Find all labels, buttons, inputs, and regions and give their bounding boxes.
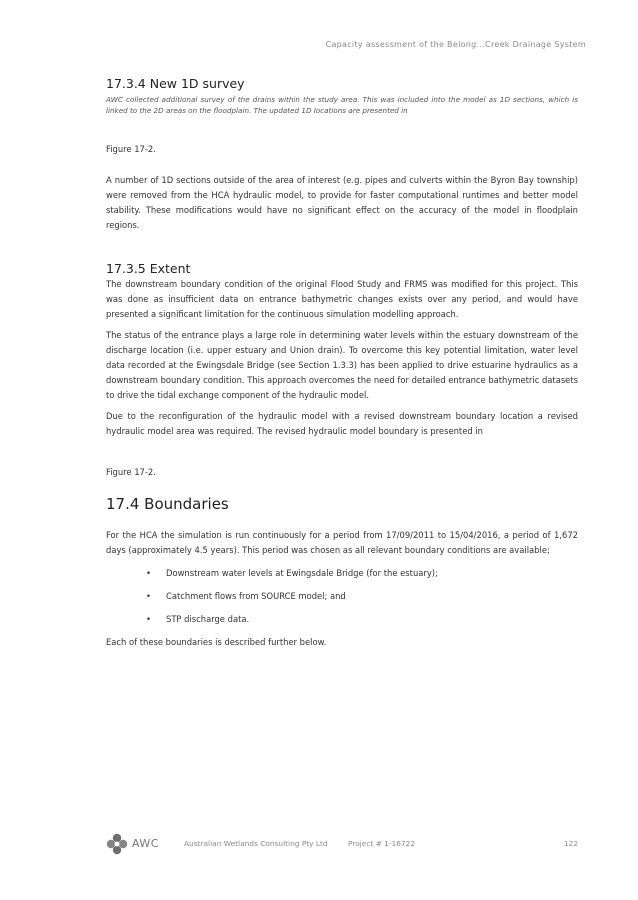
list-item: • Downstream water levels at Ewingsdale Bridge (for the estuary);: [146, 566, 578, 581]
paragraph-closing: Each of these boundaries is described further below.: [106, 637, 327, 647]
page-content: [106, 76, 578, 650]
section-caption: AWC collected additional survey of the drains within the study area. This was included into the model as 1D sections, which is linked to the 2D areas on the floodplain. The updated 1D locations are presented in: [106, 95, 578, 115]
bullet-icon: •: [146, 614, 151, 624]
page-number: 122: [563, 839, 578, 848]
section-heading-17-3-5: 17.3.5 Extent: [106, 261, 191, 276]
paragraph-entrance-status: The status of the entrance plays a large role in determining water levels within the estuary downstream of the discharge location (i.e. upper estuary and Union drain). To overcome this key potential limitation, water level data recorded at the Ewingsdale Bridge (see Section 1.3.3) has been applied to drive estuarine hydraulics as a downstream boundary condition. This approach overcomes the need for detailed entrance bathymetric datasets to drive the tidal exchange component of the hydraulic model.: [106, 330, 578, 400]
awc-logo-icon: [106, 833, 128, 855]
page-footer: [106, 833, 578, 855]
paragraph-boundary-modified: The downstream boundary condition of the original Flood Study and FRMS was modified for this project. This was done as insufficient data on entrance bathymetric changes exists over any period, and would have presented a significant limitation for the continuous simulation modelling approach.: [106, 279, 578, 319]
section-heading-17-4: 17.4 Boundaries: [106, 495, 229, 513]
footer-project-number: Project # 1-16722: [348, 839, 416, 848]
figure-reference: Figure 17-2.: [106, 467, 156, 477]
section-heading-17-3-4: 17.3.4 New 1D survey: [106, 76, 245, 91]
footer-company: Australian Wetlands Consulting Pty Ltd: [184, 839, 328, 848]
logo-text: AWC: [132, 837, 159, 850]
boundary-list: [106, 566, 578, 627]
paragraph-simulation-period: For the HCA the simulation is run continuously for a period from 17/09/2011 to 15/04/2016, a period of 1,672 days (approximately 4.5 years). This period was chosen as all relevant boundary conditions are available;: [106, 530, 578, 555]
bullet-icon: •: [146, 591, 151, 601]
figure-reference: Figure 17-2.: [106, 144, 156, 154]
paragraph-1d-sections: A number of 1D sections outside of the area of interest (e.g. pipes and culverts within the Byron Bay township) were removed from the HCA hydraulic model, to provide for faster computational runtimes and better model stability. These modifications would have no significant effect on the accuracy of the model in floodplain regions.: [106, 175, 578, 230]
list-item: • Catchment flows from SOURCE model; and: [146, 589, 578, 604]
list-item: • STP discharge data.: [146, 612, 578, 627]
bullet-icon: •: [146, 568, 151, 578]
paragraph-reconfiguration: Due to the reconfiguration of the hydraulic model with a revised downstream boundary location a revised hydraulic model area was required. The revised hydraulic model boundary is presented in: [106, 411, 578, 436]
running-header: Capacity assessment of the Belong...Creek Drainage System: [325, 40, 586, 49]
